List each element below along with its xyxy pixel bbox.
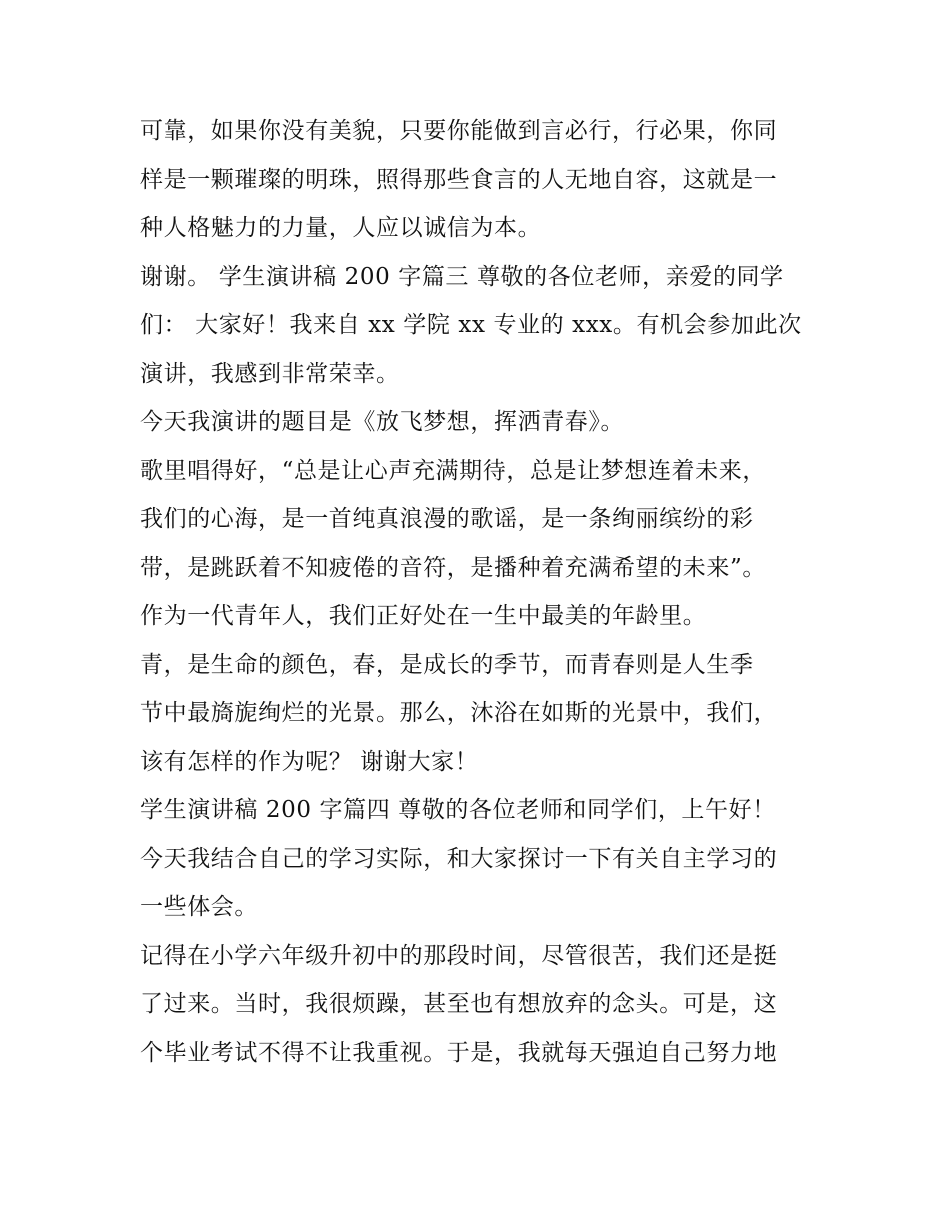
text-line: 歌里唱得好，“总是让心声充满期待，总是让梦想连着未来，: [140, 457, 766, 484]
text-line: 种人格魅力的力量，人应以诚信为本。: [140, 215, 542, 241]
text-line: 今天我演讲的题目是《放飞梦想，挥洒青春》。: [140, 409, 625, 435]
text-line: 带，是跳跃着不知疲倦的音符，是播种着充满希望的未来”。: [140, 554, 766, 581]
text-line: 该有怎样的作为呢？ 谢谢大家！: [140, 748, 479, 775]
text-line: 记得在小学六年级升初中的那段时间，尽管很苦，我们还是挺: [140, 942, 778, 969]
text-line: 可靠，如果你没有美貌，只要你能做到言必行，行必果，你同: [140, 118, 778, 144]
text-line: 作为一代青年人，我们正好处在一生中最美的年龄里。: [140, 603, 707, 629]
text-line: 一些体会。: [140, 894, 258, 920]
text-line: 谢谢。 学生演讲稿 200 字篇三 尊敬的各位老师，亲爱的同学: [140, 263, 784, 290]
text-line: 节中最旖旎绚烂的光景。那么，沐浴在如斯的光景中，我们，: [140, 700, 778, 726]
text-line: 我们的心海，是一首纯真浪漫的歌谣，是一条绚丽缤纷的彩: [140, 506, 754, 532]
text-line: 了过来。当时，我很烦躁，甚至也有想放弃的念头。可是，这: [140, 991, 778, 1017]
text-line: 个毕业考试不得不让我重视。于是，我就每天强迫自己努力地: [140, 1039, 778, 1066]
text-line: 们： 大家好！我来自 xx 学院 xx 专业的 xxx。有机会参加此次: [140, 312, 802, 338]
text-line: 今天我结合自己的学习实际，和大家探讨一下有关自主学习的: [140, 845, 778, 872]
text-line: 样是一颗璀璨的明珠，照得那些食言的人无地自容，这就是一: [140, 166, 778, 193]
document-body: [140, 107, 820, 1077]
text-line: 青，是生命的颜色，春，是成长的季节，而青春则是人生季: [140, 651, 754, 678]
text-line: 演讲，我感到非常荣幸。: [140, 360, 400, 387]
text-line: 学生演讲稿 200 字篇四 尊敬的各位老师和同学们，上午好！: [140, 797, 776, 823]
